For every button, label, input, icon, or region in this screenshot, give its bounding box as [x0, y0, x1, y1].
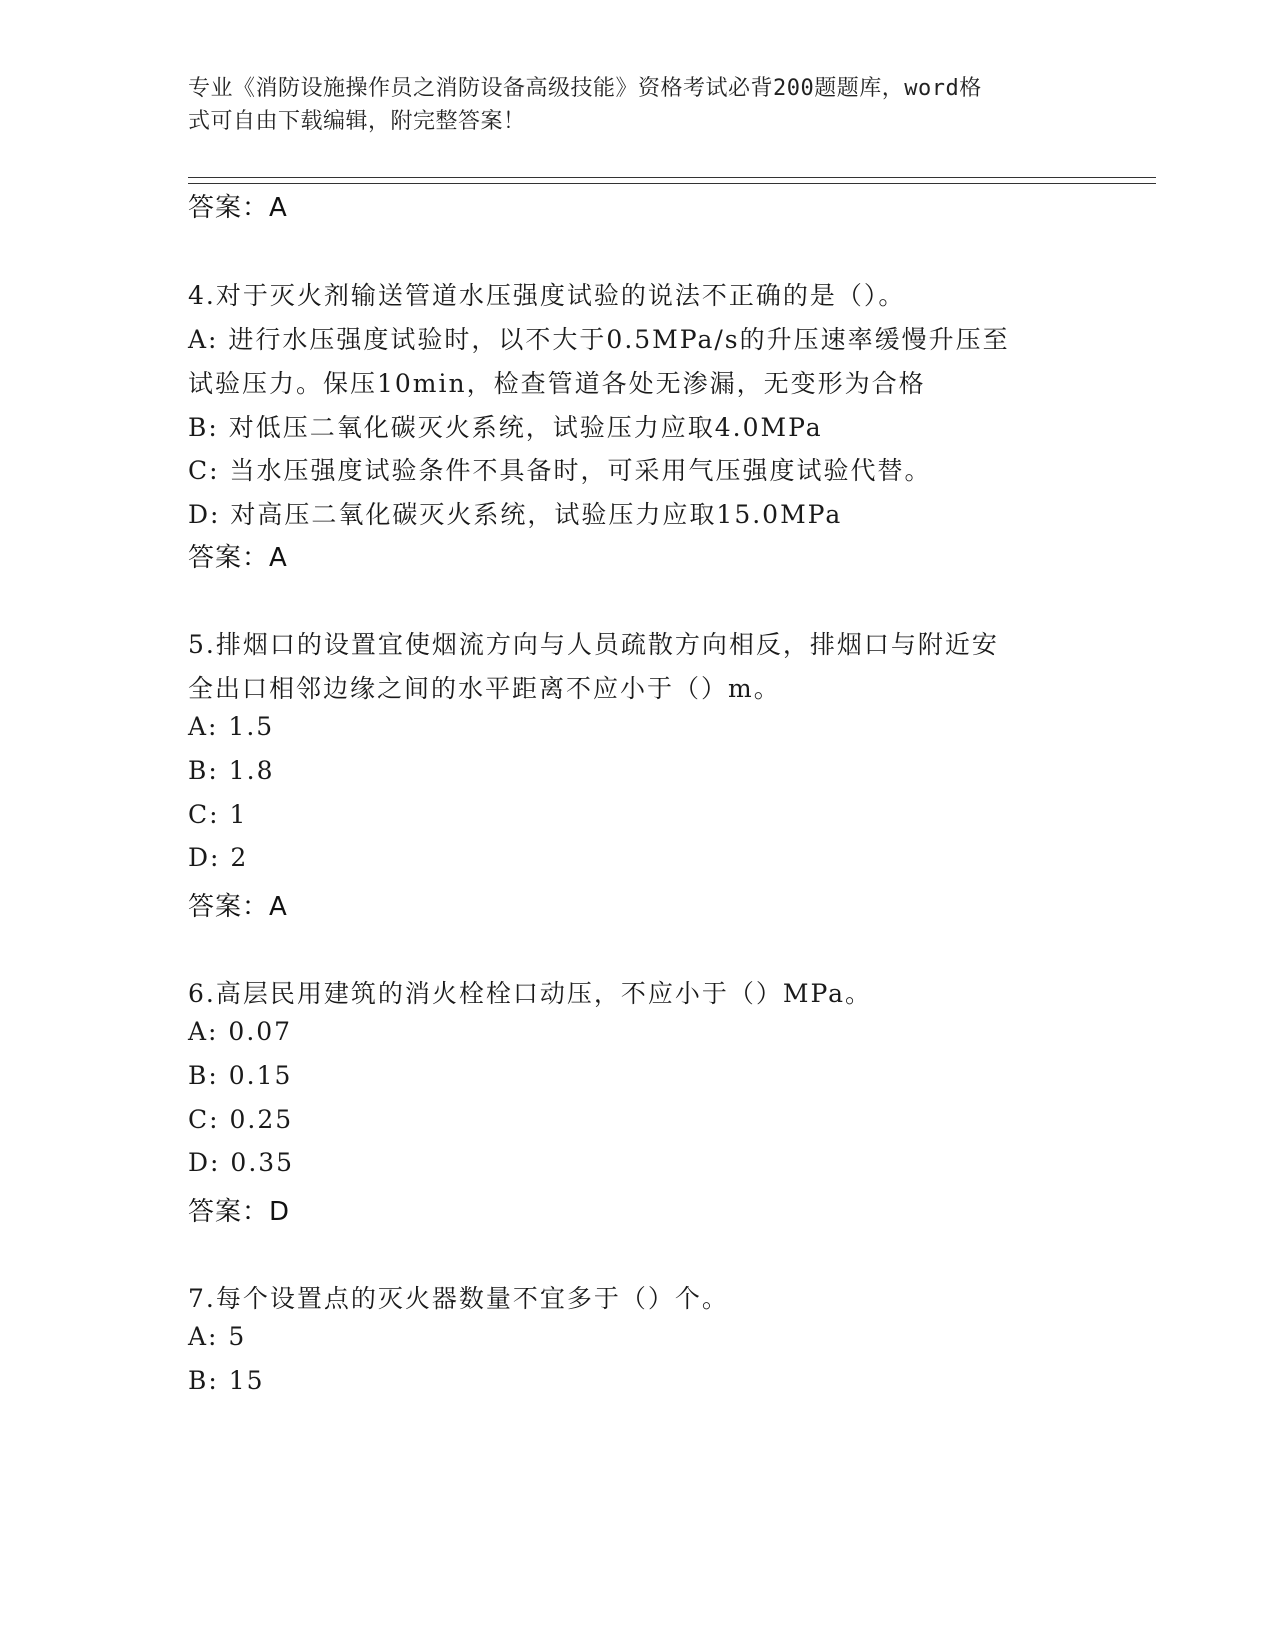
question-6-option-a: A: 0.07 [188, 1017, 293, 1046]
question-4-option-a-line-1: A: 进行水压强度试验时，以不大于0.5MPa/s的升压速率缓慢升压至 [188, 325, 1010, 354]
question-4-option-a-line-2: 试验压力。保压10min，检查管道各处无渗漏，无变形为合格 [188, 369, 926, 398]
header-title-line-2: 式可自由下载编辑，附完整答案！ [188, 109, 526, 134]
question-5-answer: 答案：A [188, 892, 288, 922]
question-5-stem-line-1: 5.排烟口的设置宜使烟流方向与人员疏散方向相反，排烟口与附近安 [188, 630, 999, 659]
question-4-option-d: D: 对高压二氧化碳灭火系统，试验压力应取15.0MPa [188, 500, 843, 529]
question-7-option-b: B: 15 [188, 1366, 265, 1395]
question-5-stem-line-2: 全出口相邻边缘之间的水平距离不应小于（）m。 [188, 674, 781, 703]
previous-answer: 答案：A [188, 193, 288, 223]
question-7-option-a: A: 5 [188, 1322, 247, 1351]
question-5-option-d: D: 2 [188, 843, 249, 872]
question-4-stem: 4.对于灭火剂输送管道水压强度试验的说法不正确的是（）。 [188, 281, 906, 310]
question-5-option-c: C: 1 [188, 800, 248, 829]
question-6-option-c: C: 0.25 [188, 1105, 294, 1134]
question-6-option-b: B: 0.15 [188, 1061, 293, 1090]
question-6-option-d: D: 0.35 [188, 1148, 295, 1177]
question-5-option-b: B: 1.8 [188, 756, 275, 785]
header-rule-top [188, 177, 1156, 178]
question-6-answer: 答案：D [188, 1197, 291, 1227]
question-7-stem: 7.每个设置点的灭火器数量不宜多于（）个。 [188, 1284, 729, 1313]
header-rule-bottom [188, 183, 1156, 184]
question-4-option-c: C: 当水压强度试验条件不具备时，可采用气压强度试验代替。 [188, 456, 932, 485]
question-6-stem: 6.高层民用建筑的消火栓栓口动压，不应小于（）MPa。 [188, 979, 873, 1008]
document-header [188, 72, 1068, 138]
question-4-option-b: B: 对低压二氧化碳灭火系统，试验压力应取4.0MPa [188, 413, 823, 442]
question-4-answer: 答案：A [188, 543, 288, 573]
header-title-line-1: 专业《消防设施操作员之消防设备高级技能》资格考试必背200题题库，word格 [188, 76, 982, 101]
question-5-option-a: A: 1.5 [188, 712, 275, 741]
